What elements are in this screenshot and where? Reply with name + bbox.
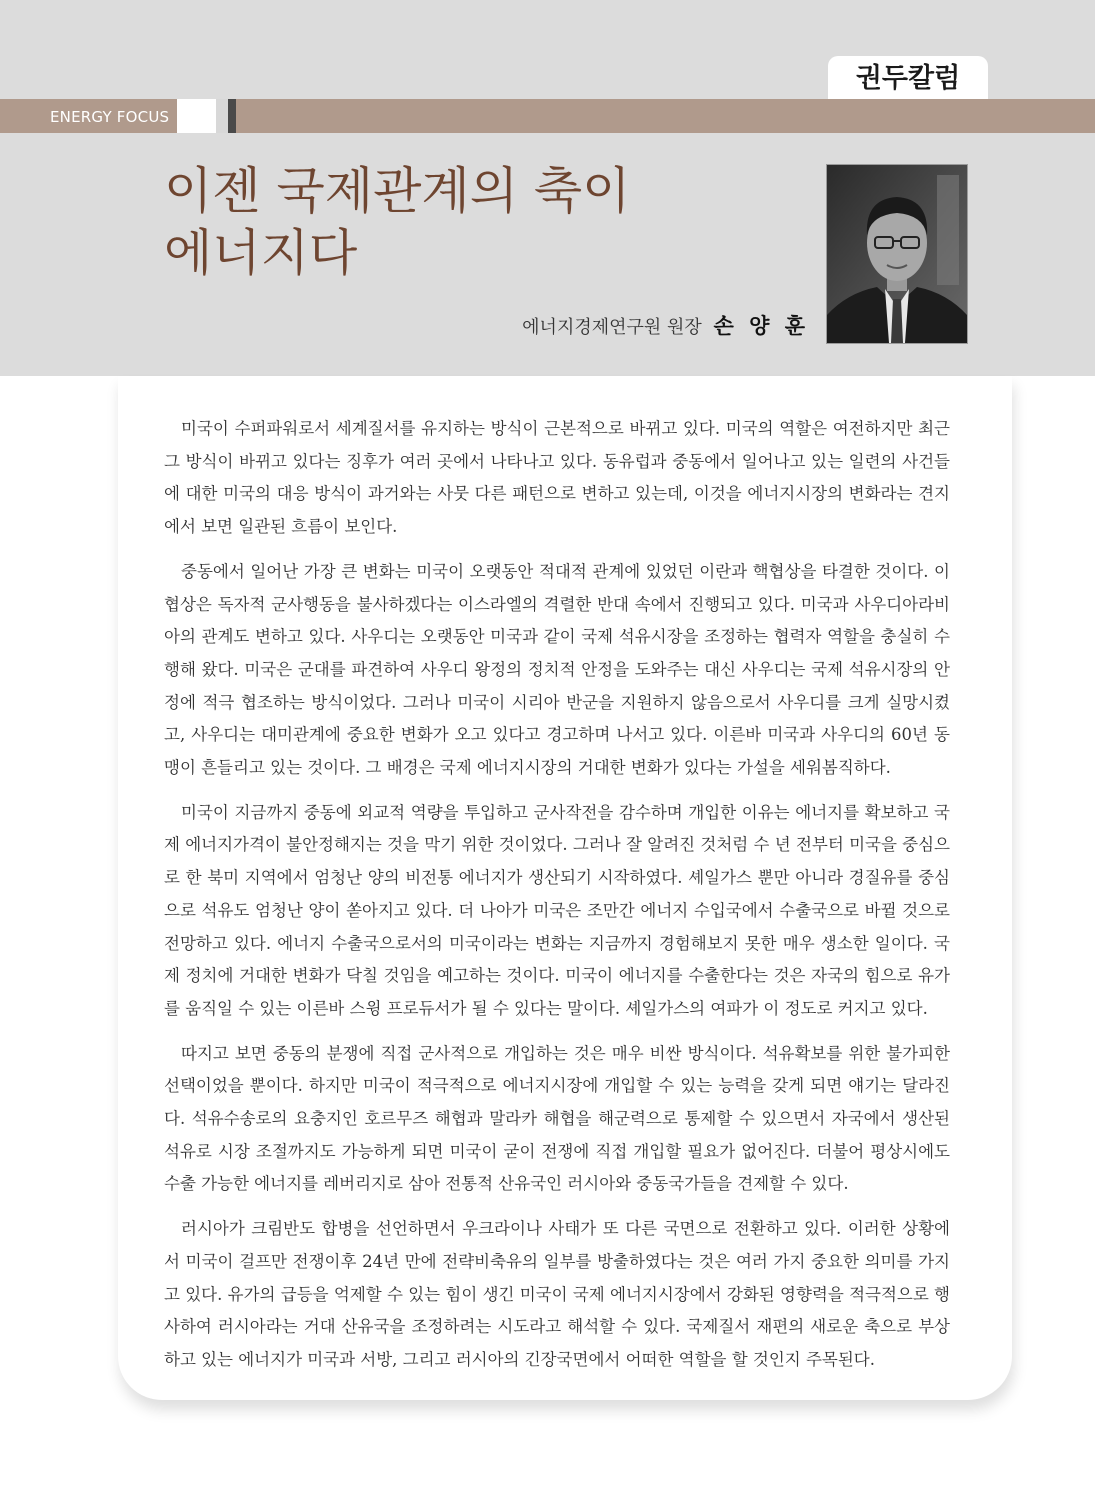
paragraph: 미국이 지금까지 중동에 외교적 역량을 투입하고 군사작전을 감수하며 개입한 이유는 에너지를 확보하고 국제 에너지가격이 불안정해지는 것을 막기 위한 것이었다. 그러나 잘 알려진 것처럼 수 년 전부터 미국을 중심으로 한 북미 지역에서 엄청난 양의 비전통 에너지가 생산되기 시작하였다. 셰일가스 뿐만 아니라 경질유를 중심으로 석유도 엄청난 양이 쏟아지고 있다. 더 나아가 미국은 조만간 에너지 수입국에서 수출국으로 바뀔 것으로 전망하고 있다. 에너지 수출국으로서의 미국이라는 변화는 지금까지 경험해보지 못한 매우 생소한 일이다. 국제 정치에 거대한 변화가 닥칠 것임을 예고하는 것이다. 미국이 에너지를 수출한다는 것은 자국의 힘으로 유가를 움직일 수 있는 이른바 스윙 프로듀서가 될 수 있다는 말이다. 셰일가스의 여파가 이 정도로 커지고 있다.: [164, 802, 950, 1018]
paragraph: 러시아가 크림반도 합병을 선언하면서 우크라이나 사태가 또 다른 국면으로 전환하고 있다. 이러한 상황에서 미국이 걸프만 전쟁이후 24년 만에 전략비축유의 일부를 방출하였다는 것은 여러 가지 중요한 의미를 가지고 있다. 유가의 급등을 억제할 수 있는 힘이 생긴 미국이 국제 에너지시장에서 강화된 영향력을 적극적으로 행사하여 러시아라는 거대 산유국을 조정하려는 시도라고 해석할 수 있다. 국제질서 재편의 새로운 축으로 부상하고 있는 에너지가 미국과 서방, 그리고 러시아의 긴장국면에서 어떠한 역할을 할 것인지 주목된다.: [164, 1219, 950, 1369]
author-name: 손 양 훈: [713, 314, 809, 338]
author-portrait: [826, 164, 968, 344]
section-bar-accent-dark: [228, 99, 236, 133]
paragraph: 중동에서 일어난 가장 큰 변화는 미국이 오랫동안 적대적 관계에 있었던 이란과 핵협상을 타결한 것이다. 이 협상은 독자적 군사행동을 불사하겠다는 이스라엘의 격렬한 반대 속에서 진행되고 있다. 미국과 사우디아라비아의 관계도 변하고 있다. 사우디는 오랫동안 미국과 같이 국제 석유시장을 조정하는 협력자 역할을 충실히 수행해 왔다. 미국은 군대를 파견하여 사우디 왕정의 정치적 안정을 도와주는 대신 사우디는 국제 석유시장의 안정에 적극 협조하는 방식이었다. 그러나 미국이 시리아 반군을 지원하지 않음으로서 사우디를 크게 실망시켰고, 사우디는 대미관계에 중요한 변화가 오고 있다고 경고하며 나서고 있다. 이른바 미국과 사우디의 60년 동맹이 흔들리고 있는 것이다. 그 배경은 국제 에너지시장의 거대한 변화가 있다는 가설을 세워봄직하다.: [164, 561, 950, 778]
author-byline: [522, 310, 809, 340]
author-affiliation: 에너지경제연구원 원장: [522, 317, 702, 338]
article-title-line2: 에너지다: [164, 224, 358, 282]
section-label: ENERGY FOCUS: [50, 108, 170, 126]
category-tab: 권두칼럼: [828, 56, 988, 100]
article-title: [164, 160, 784, 284]
article-body: [164, 413, 950, 1389]
section-bar: [0, 99, 1095, 133]
section-bar-accent-light: [177, 99, 216, 133]
article-title-line1: 이젠 국제관계의 축이: [164, 162, 631, 220]
section-bar-accent-gap: [216, 99, 228, 133]
article-header: [0, 0, 1095, 376]
paragraph: 미국이 수퍼파워로서 세계질서를 유지하는 방식이 근본적으로 바뀌고 있다. 미국의 역할은 여전하지만 최근 그 방식이 바뀌고 있다는 징후가 여러 곳에서 나타나고 있다. 동유럽과 중동에서 일어나고 있는 일련의 사건들에 대한 미국의 대응 방식이 과거와는 사뭇 다른 패턴으로 변하고 있는데, 이것을 에너지시장의 변화라는 견지에서 보면 일관된 흐름이 보인다.: [164, 419, 950, 537]
paragraph: 따지고 보면 중동의 분쟁에 직접 군사적으로 개입하는 것은 매우 비싼 방식이다. 석유확보를 위한 불가피한 선택이었을 뿐이다. 하지만 미국이 적극적으로 에너지시장에 개입할 수 있는 능력을 갖게 되면 얘기는 달라진다. 석유수송로의 요충지인 호르무즈 해협과 말라카 해협을 해군력으로 통제할 수 있으면서 자국에서 생산된 석유로 시장 조절까지도 가능하게 되면 미국이 굳이 전쟁에 직접 개입할 필요가 없어진다. 더불어 평상시에도 수출 가능한 에너지를 레버리지로 삼아 전통적 산유국인 러시아와 중동국가들을 견제할 수 있다.: [164, 1043, 950, 1194]
portrait-image: [827, 165, 967, 343]
